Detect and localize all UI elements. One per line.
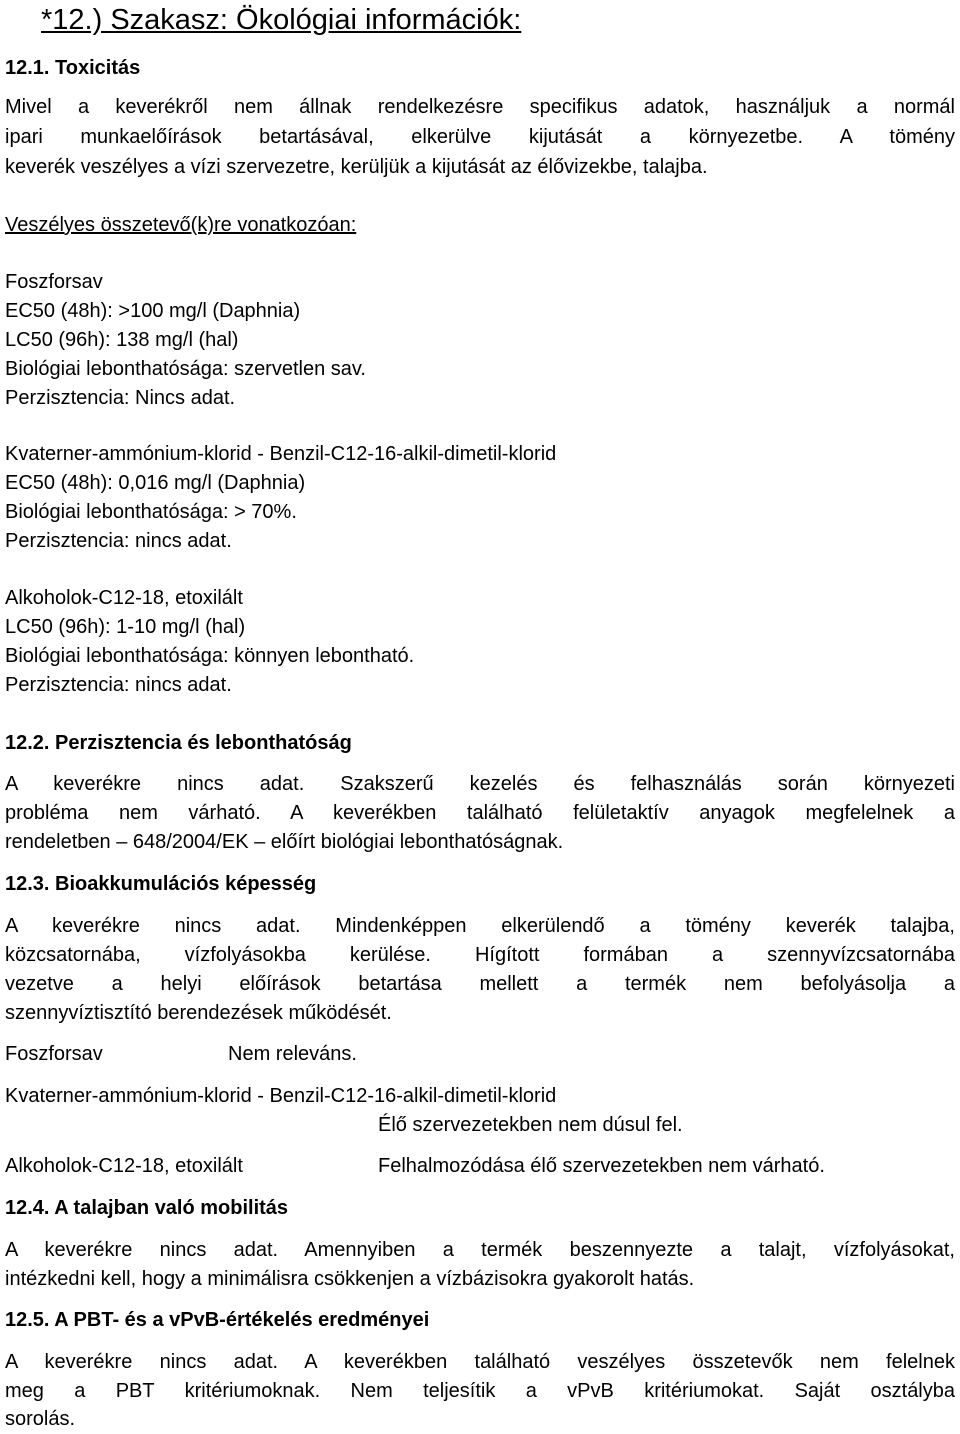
substance3-line: Biológiai lebonthatósága: könnyen lebontható.: [5, 645, 415, 667]
substance1-line: Biológiai lebonthatósága: szervetlen sav.: [5, 358, 366, 380]
row-substance-name: Alkoholok-C12-18, etoxilált: [5, 1155, 243, 1177]
s121-intro-line: ipari munkaelőírások betartásával, elkerülve kijutását a környezetbe. A tömény: [5, 126, 955, 148]
substance2-line: Biológiai lebonthatósága: > 70%.: [5, 501, 297, 523]
s123-row-alcohol: [5, 1152, 955, 1181]
s124-text-line: A keverékre nincs adat. Amennyiben a termék beszennyezte a talajt, vízfolyásokat,: [5, 1239, 955, 1261]
s123-text-line: szennyvíztisztító berendezések működését.: [5, 1002, 392, 1024]
s125-text-line: sorolás.: [5, 1408, 76, 1430]
s123-row-quat-name: Kvaterner-ammónium-klorid - Benzil-C12-16-alkil-dimetil-klorid: [5, 1085, 557, 1107]
substance1-line: EC50 (48h): >100 mg/l (Daphnia): [5, 300, 301, 322]
s122-text-line: probléma nem várható. A keverékben található felületaktív anyagok megfelelnek a: [5, 802, 955, 824]
section-title: *12.) Szakasz: Ökológiai információk:: [41, 4, 522, 36]
substance1-line: Foszforsav: [5, 271, 103, 293]
s121-heading: 12.1. Toxicitás: [5, 57, 141, 79]
substance2-line: Perzisztencia: nincs adat.: [5, 530, 232, 552]
s123-text-line: közcsatornába, vízfolyásokba kerülése. Hígított formában a szennyvízcsatornába: [5, 944, 955, 966]
substance2-line: EC50 (48h): 0,016 mg/l (Daphnia): [5, 472, 306, 494]
substance1-line: Perzisztencia: Nincs adat.: [5, 387, 236, 409]
s125-text-line: A keverékre nincs adat. A keverékben található veszélyes összetevők nem felelnek: [5, 1351, 955, 1373]
s122-text-line: A keverékre nincs adat. Szakszerű kezelés és felhasználás során környezeti: [5, 773, 955, 795]
s121-intro-line: Mivel a keverékről nem állnak rendelkezésre specifikus adatok, használjuk a normál: [5, 96, 955, 118]
s123-heading: 12.3. Bioakkumulációs képesség: [5, 873, 317, 895]
row-substance-name: Foszforsav: [5, 1043, 103, 1065]
s122-heading: 12.2. Perzisztencia és lebonthatóság: [5, 732, 352, 754]
s123-text-line: A keverékre nincs adat. Mindenképpen elkerülendő a tömény keverék talajba,: [5, 915, 955, 937]
s125-text-line: meg a PBT kritériumoknak. Nem teljesítik a vPvB kritériumokat. Saját osztályba: [5, 1380, 955, 1402]
hazard-label: Veszélyes összetevő(k)re vonatkozóan:: [5, 214, 357, 236]
substance3-line: LC50 (96h): 1-10 mg/l (hal): [5, 616, 246, 638]
substance3-line: Alkoholok-C12-18, etoxilált: [5, 587, 243, 609]
s125-heading: 12.5. A PBT- és a vPvB-értékelés eredményei: [5, 1309, 430, 1331]
s123-text-line: vezetve a helyi előírások betartása mellett a termék nem befolyásolja a: [5, 973, 955, 995]
substance2-line: Kvaterner-ammónium-klorid - Benzil-C12-16-alkil-dimetil-klorid: [5, 443, 557, 465]
s122-text-line: rendeletben – 648/2004/EK – előírt biológiai lebonthatóságnak.: [5, 831, 564, 853]
s123-row-phosphoric: [5, 1040, 955, 1069]
s124-text-line: intézkedni kell, hogy a minimálisra csökkenjen a vízbázisokra gyakorolt hatás.: [5, 1268, 695, 1290]
substance3-line: Perzisztencia: nincs adat.: [5, 674, 232, 696]
substance1-line: LC50 (96h): 138 mg/l (hal): [5, 329, 239, 351]
row-substance-value: Nem releváns.: [228, 1043, 357, 1065]
s124-heading: 12.4. A talajban való mobilitás: [5, 1197, 289, 1219]
row-substance-value: Élő szervezetekben nem dúsul fel.: [378, 1114, 683, 1136]
row-substance-value: Felhalmozódása élő szervezetekben nem várható.: [378, 1155, 825, 1177]
s121-intro-line: keverék veszélyes a vízi szervezetre, kerüljük a kijutását az élővizekbe, talajba.: [5, 156, 708, 178]
